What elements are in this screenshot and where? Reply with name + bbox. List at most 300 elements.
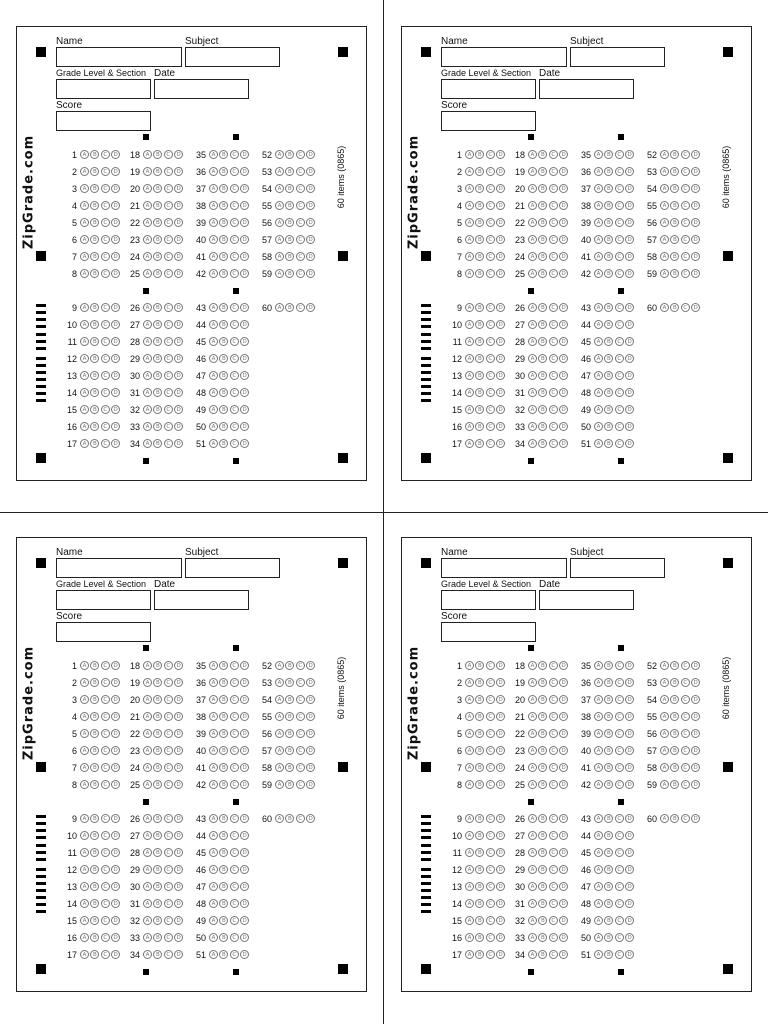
answer-bubble[interactable]: A <box>594 439 603 448</box>
answer-bubble[interactable]: B <box>538 916 547 925</box>
answer-bubble[interactable]: D <box>174 303 183 312</box>
answer-bubble[interactable]: B <box>90 269 99 278</box>
answer-bubble[interactable]: C <box>230 405 239 414</box>
answer-bubble[interactable]: D <box>559 167 568 176</box>
answer-bubble[interactable]: B <box>604 439 613 448</box>
answer-bubble[interactable]: B <box>538 695 547 704</box>
answer-bubble[interactable]: B <box>153 201 162 210</box>
answer-bubble[interactable]: D <box>625 882 634 891</box>
answer-bubble[interactable]: A <box>143 439 152 448</box>
answer-bubble[interactable]: B <box>153 814 162 823</box>
answer-bubble[interactable]: C <box>615 933 624 942</box>
answer-bubble[interactable]: C <box>230 269 239 278</box>
answer-bubble[interactable]: B <box>285 235 294 244</box>
answer-bubble[interactable]: D <box>691 661 700 670</box>
answer-bubble[interactable]: A <box>209 388 218 397</box>
answer-bubble[interactable]: A <box>80 235 89 244</box>
answer-bubble[interactable]: A <box>80 439 89 448</box>
answer-bubble[interactable]: D <box>625 780 634 789</box>
answer-bubble[interactable]: A <box>209 218 218 227</box>
answer-bubble[interactable]: C <box>101 780 110 789</box>
answer-bubble[interactable]: B <box>90 950 99 959</box>
answer-bubble[interactable]: A <box>528 388 537 397</box>
answer-bubble[interactable]: B <box>538 150 547 159</box>
answer-bubble[interactable]: D <box>496 916 505 925</box>
answer-bubble[interactable]: B <box>285 218 294 227</box>
answer-bubble[interactable]: D <box>240 729 249 738</box>
answer-bubble[interactable]: A <box>209 422 218 431</box>
answer-bubble[interactable]: D <box>691 184 700 193</box>
answer-bubble[interactable]: A <box>660 150 669 159</box>
answer-bubble[interactable]: B <box>604 303 613 312</box>
answer-bubble[interactable]: C <box>101 678 110 687</box>
answer-bubble[interactable]: C <box>486 354 495 363</box>
answer-bubble[interactable]: B <box>285 303 294 312</box>
answer-bubble[interactable]: B <box>219 371 228 380</box>
name-field[interactable] <box>56 558 182 578</box>
answer-bubble[interactable]: D <box>174 422 183 431</box>
answer-bubble[interactable]: A <box>275 184 284 193</box>
answer-bubble[interactable]: D <box>111 422 120 431</box>
answer-bubble[interactable]: B <box>475 252 484 261</box>
answer-bubble[interactable]: A <box>528 729 537 738</box>
answer-bubble[interactable]: A <box>465 337 474 346</box>
answer-bubble[interactable]: C <box>615 916 624 925</box>
answer-bubble[interactable]: A <box>660 201 669 210</box>
answer-bubble[interactable]: D <box>306 150 315 159</box>
answer-bubble[interactable]: D <box>496 439 505 448</box>
answer-bubble[interactable]: A <box>143 695 152 704</box>
answer-bubble[interactable]: D <box>240 746 249 755</box>
answer-bubble[interactable]: C <box>615 746 624 755</box>
answer-bubble[interactable]: B <box>670 201 679 210</box>
answer-bubble[interactable]: A <box>660 661 669 670</box>
answer-bubble[interactable]: D <box>240 439 249 448</box>
answer-bubble[interactable]: A <box>528 695 537 704</box>
answer-bubble[interactable]: A <box>143 269 152 278</box>
answer-bubble[interactable]: A <box>209 916 218 925</box>
answer-bubble[interactable]: D <box>240 678 249 687</box>
answer-bubble[interactable]: A <box>275 201 284 210</box>
answer-bubble[interactable]: D <box>306 729 315 738</box>
answer-bubble[interactable]: B <box>604 831 613 840</box>
score-field[interactable] <box>441 111 536 131</box>
answer-bubble[interactable]: D <box>559 933 568 942</box>
answer-bubble[interactable]: A <box>465 678 474 687</box>
answer-bubble[interactable]: C <box>164 388 173 397</box>
answer-bubble[interactable]: A <box>143 150 152 159</box>
answer-bubble[interactable]: D <box>559 661 568 670</box>
answer-bubble[interactable]: C <box>101 388 110 397</box>
answer-bubble[interactable]: C <box>230 865 239 874</box>
answer-bubble[interactable]: C <box>681 167 690 176</box>
answer-bubble[interactable]: A <box>594 388 603 397</box>
answer-bubble[interactable]: D <box>111 354 120 363</box>
answer-bubble[interactable]: C <box>615 150 624 159</box>
answer-bubble[interactable]: B <box>604 661 613 670</box>
answer-bubble[interactable]: A <box>660 184 669 193</box>
answer-bubble[interactable]: D <box>625 763 634 772</box>
answer-bubble[interactable]: D <box>559 695 568 704</box>
answer-bubble[interactable]: A <box>80 422 89 431</box>
answer-bubble[interactable]: B <box>285 695 294 704</box>
answer-bubble[interactable]: A <box>528 746 537 755</box>
answer-bubble[interactable]: A <box>465 184 474 193</box>
answer-bubble[interactable]: A <box>143 678 152 687</box>
answer-bubble[interactable]: A <box>143 780 152 789</box>
answer-bubble[interactable]: C <box>549 678 558 687</box>
answer-bubble[interactable]: B <box>670 814 679 823</box>
answer-bubble[interactable]: A <box>143 831 152 840</box>
answer-bubble[interactable]: A <box>80 167 89 176</box>
answer-bubble[interactable]: B <box>219 252 228 261</box>
answer-bubble[interactable]: C <box>164 882 173 891</box>
answer-bubble[interactable]: C <box>164 269 173 278</box>
answer-bubble[interactable]: D <box>496 303 505 312</box>
answer-bubble[interactable]: A <box>465 814 474 823</box>
answer-bubble[interactable]: D <box>174 746 183 755</box>
answer-bubble[interactable]: C <box>615 661 624 670</box>
answer-bubble[interactable]: B <box>90 763 99 772</box>
answer-bubble[interactable]: A <box>594 865 603 874</box>
answer-bubble[interactable]: B <box>219 167 228 176</box>
answer-bubble[interactable]: A <box>143 303 152 312</box>
answer-bubble[interactable]: C <box>615 899 624 908</box>
answer-bubble[interactable]: D <box>240 780 249 789</box>
answer-bubble[interactable]: C <box>101 763 110 772</box>
answer-bubble[interactable]: B <box>90 712 99 721</box>
answer-bubble[interactable]: B <box>153 848 162 857</box>
answer-bubble[interactable]: D <box>111 746 120 755</box>
answer-bubble[interactable]: A <box>465 865 474 874</box>
answer-bubble[interactable]: A <box>143 371 152 380</box>
answer-bubble[interactable]: D <box>111 848 120 857</box>
answer-bubble[interactable]: C <box>230 882 239 891</box>
answer-bubble[interactable]: A <box>594 729 603 738</box>
answer-bubble[interactable]: D <box>306 814 315 823</box>
answer-bubble[interactable]: C <box>615 848 624 857</box>
answer-bubble[interactable]: A <box>209 439 218 448</box>
answer-bubble[interactable]: B <box>90 882 99 891</box>
answer-bubble[interactable]: A <box>594 184 603 193</box>
answer-bubble[interactable]: B <box>219 337 228 346</box>
answer-bubble[interactable]: C <box>681 712 690 721</box>
answer-bubble[interactable]: D <box>111 235 120 244</box>
answer-bubble[interactable]: D <box>111 150 120 159</box>
answer-bubble[interactable]: B <box>153 763 162 772</box>
answer-bubble[interactable]: A <box>528 814 537 823</box>
date-field[interactable] <box>539 590 634 610</box>
answer-bubble[interactable]: A <box>594 422 603 431</box>
answer-bubble[interactable]: B <box>475 218 484 227</box>
answer-bubble[interactable]: C <box>549 388 558 397</box>
answer-bubble[interactable]: B <box>604 150 613 159</box>
grade-level-section-field[interactable] <box>441 79 536 99</box>
answer-bubble[interactable]: C <box>230 831 239 840</box>
answer-bubble[interactable]: D <box>111 678 120 687</box>
answer-bubble[interactable]: A <box>465 150 474 159</box>
answer-bubble[interactable]: B <box>538 371 547 380</box>
answer-bubble[interactable]: D <box>174 439 183 448</box>
answer-bubble[interactable]: C <box>101 337 110 346</box>
answer-bubble[interactable]: A <box>594 848 603 857</box>
answer-bubble[interactable]: D <box>625 184 634 193</box>
answer-bubble[interactable]: A <box>594 763 603 772</box>
answer-bubble[interactable]: A <box>465 371 474 380</box>
answer-bubble[interactable]: C <box>101 729 110 738</box>
answer-bubble[interactable]: B <box>219 439 228 448</box>
answer-bubble[interactable]: B <box>90 184 99 193</box>
answer-bubble[interactable]: A <box>594 780 603 789</box>
answer-bubble[interactable]: B <box>219 201 228 210</box>
answer-bubble[interactable]: C <box>549 933 558 942</box>
answer-bubble[interactable]: A <box>465 916 474 925</box>
answer-bubble[interactable]: C <box>486 218 495 227</box>
answer-bubble[interactable]: C <box>296 746 305 755</box>
answer-bubble[interactable]: B <box>538 405 547 414</box>
answer-bubble[interactable]: C <box>615 167 624 176</box>
answer-bubble[interactable]: D <box>111 320 120 329</box>
answer-bubble[interactable]: A <box>465 405 474 414</box>
answer-bubble[interactable]: C <box>164 235 173 244</box>
answer-bubble[interactable]: B <box>219 899 228 908</box>
answer-bubble[interactable]: D <box>625 337 634 346</box>
answer-bubble[interactable]: D <box>240 763 249 772</box>
answer-bubble[interactable]: B <box>219 320 228 329</box>
answer-bubble[interactable]: D <box>559 950 568 959</box>
answer-bubble[interactable]: A <box>209 167 218 176</box>
answer-bubble[interactable]: B <box>219 354 228 363</box>
answer-bubble[interactable]: C <box>615 405 624 414</box>
answer-bubble[interactable]: A <box>528 354 537 363</box>
answer-bubble[interactable]: D <box>625 439 634 448</box>
answer-bubble[interactable]: B <box>219 831 228 840</box>
answer-bubble[interactable]: C <box>486 950 495 959</box>
answer-bubble[interactable]: D <box>174 865 183 874</box>
answer-bubble[interactable]: C <box>549 252 558 261</box>
answer-bubble[interactable]: D <box>111 865 120 874</box>
answer-bubble[interactable]: A <box>209 405 218 414</box>
answer-bubble[interactable]: B <box>604 269 613 278</box>
answer-bubble[interactable]: A <box>275 729 284 738</box>
answer-bubble[interactable]: B <box>475 780 484 789</box>
answer-bubble[interactable]: B <box>604 235 613 244</box>
answer-bubble[interactable]: A <box>660 746 669 755</box>
answer-bubble[interactable]: D <box>174 950 183 959</box>
answer-bubble[interactable]: B <box>670 184 679 193</box>
answer-bubble[interactable]: A <box>528 848 537 857</box>
answer-bubble[interactable]: C <box>296 235 305 244</box>
answer-bubble[interactable]: C <box>101 712 110 721</box>
answer-bubble[interactable]: B <box>670 695 679 704</box>
answer-bubble[interactable]: C <box>486 371 495 380</box>
answer-bubble[interactable]: A <box>209 899 218 908</box>
answer-bubble[interactable]: C <box>230 661 239 670</box>
answer-bubble[interactable]: A <box>594 405 603 414</box>
answer-bubble[interactable]: B <box>538 865 547 874</box>
answer-bubble[interactable]: D <box>240 184 249 193</box>
answer-bubble[interactable]: D <box>691 167 700 176</box>
answer-bubble[interactable]: C <box>296 252 305 261</box>
answer-bubble[interactable]: D <box>174 814 183 823</box>
answer-bubble[interactable]: A <box>143 950 152 959</box>
answer-bubble[interactable]: B <box>153 303 162 312</box>
answer-bubble[interactable]: A <box>660 763 669 772</box>
answer-bubble[interactable]: B <box>153 218 162 227</box>
answer-bubble[interactable]: A <box>143 354 152 363</box>
answer-bubble[interactable]: C <box>486 865 495 874</box>
answer-bubble[interactable]: D <box>496 405 505 414</box>
answer-bubble[interactable]: D <box>691 218 700 227</box>
answer-bubble[interactable]: A <box>465 439 474 448</box>
answer-bubble[interactable]: C <box>230 320 239 329</box>
answer-bubble[interactable]: D <box>306 167 315 176</box>
answer-bubble[interactable]: D <box>240 388 249 397</box>
answer-bubble[interactable]: A <box>594 661 603 670</box>
answer-bubble[interactable]: B <box>604 218 613 227</box>
answer-bubble[interactable]: B <box>90 150 99 159</box>
answer-bubble[interactable]: D <box>174 218 183 227</box>
answer-bubble[interactable]: A <box>594 320 603 329</box>
grade-level-section-field[interactable] <box>441 590 536 610</box>
answer-bubble[interactable]: D <box>559 320 568 329</box>
answer-bubble[interactable]: C <box>549 303 558 312</box>
answer-bubble[interactable]: A <box>275 269 284 278</box>
answer-bubble[interactable]: B <box>219 865 228 874</box>
answer-bubble[interactable]: A <box>594 167 603 176</box>
answer-bubble[interactable]: A <box>80 950 89 959</box>
answer-bubble[interactable]: D <box>691 201 700 210</box>
answer-bubble[interactable]: B <box>475 831 484 840</box>
answer-bubble[interactable]: B <box>90 695 99 704</box>
answer-bubble[interactable]: B <box>219 388 228 397</box>
answer-bubble[interactable]: D <box>559 729 568 738</box>
answer-bubble[interactable]: B <box>475 184 484 193</box>
answer-bubble[interactable]: D <box>111 933 120 942</box>
answer-bubble[interactable]: B <box>604 405 613 414</box>
answer-bubble[interactable]: B <box>475 746 484 755</box>
answer-bubble[interactable]: D <box>496 184 505 193</box>
answer-bubble[interactable]: A <box>660 780 669 789</box>
answer-bubble[interactable]: C <box>230 184 239 193</box>
answer-bubble[interactable]: B <box>153 780 162 789</box>
answer-bubble[interactable]: C <box>486 201 495 210</box>
answer-bubble[interactable]: A <box>465 661 474 670</box>
answer-bubble[interactable]: D <box>111 337 120 346</box>
answer-bubble[interactable]: D <box>240 201 249 210</box>
answer-bubble[interactable]: B <box>475 678 484 687</box>
answer-bubble[interactable]: B <box>475 201 484 210</box>
answer-bubble[interactable]: D <box>559 831 568 840</box>
answer-bubble[interactable]: C <box>486 252 495 261</box>
answer-bubble[interactable]: C <box>681 201 690 210</box>
answer-bubble[interactable]: A <box>143 814 152 823</box>
answer-bubble[interactable]: C <box>230 933 239 942</box>
answer-bubble[interactable]: C <box>615 235 624 244</box>
answer-bubble[interactable]: B <box>219 661 228 670</box>
answer-bubble[interactable]: C <box>615 184 624 193</box>
grade-level-section-field[interactable] <box>56 79 151 99</box>
answer-bubble[interactable]: D <box>174 678 183 687</box>
answer-bubble[interactable]: A <box>275 661 284 670</box>
answer-bubble[interactable]: C <box>615 763 624 772</box>
answer-bubble[interactable]: A <box>594 218 603 227</box>
answer-bubble[interactable]: D <box>496 865 505 874</box>
answer-bubble[interactable]: B <box>670 252 679 261</box>
answer-bubble[interactable]: B <box>670 269 679 278</box>
answer-bubble[interactable]: D <box>559 405 568 414</box>
answer-bubble[interactable]: D <box>306 661 315 670</box>
answer-bubble[interactable]: C <box>681 218 690 227</box>
answer-bubble[interactable]: D <box>174 320 183 329</box>
answer-bubble[interactable]: B <box>153 661 162 670</box>
answer-bubble[interactable]: D <box>174 405 183 414</box>
answer-bubble[interactable]: B <box>538 252 547 261</box>
answer-bubble[interactable]: C <box>549 950 558 959</box>
answer-bubble[interactable]: D <box>559 184 568 193</box>
answer-bubble[interactable]: C <box>164 150 173 159</box>
answer-bubble[interactable]: C <box>615 712 624 721</box>
answer-bubble[interactable]: C <box>615 388 624 397</box>
answer-bubble[interactable]: B <box>219 763 228 772</box>
answer-bubble[interactable]: C <box>230 916 239 925</box>
answer-bubble[interactable]: C <box>230 848 239 857</box>
answer-bubble[interactable]: D <box>240 337 249 346</box>
answer-bubble[interactable]: A <box>209 865 218 874</box>
answer-bubble[interactable]: D <box>240 235 249 244</box>
answer-bubble[interactable]: D <box>496 678 505 687</box>
answer-bubble[interactable]: B <box>153 405 162 414</box>
answer-bubble[interactable]: C <box>486 814 495 823</box>
answer-bubble[interactable]: D <box>559 882 568 891</box>
answer-bubble[interactable]: C <box>549 729 558 738</box>
answer-bubble[interactable]: C <box>230 763 239 772</box>
answer-bubble[interactable]: B <box>604 337 613 346</box>
answer-bubble[interactable]: A <box>660 814 669 823</box>
answer-bubble[interactable]: B <box>285 712 294 721</box>
name-field[interactable] <box>56 47 182 67</box>
answer-bubble[interactable]: B <box>670 780 679 789</box>
answer-bubble[interactable]: B <box>475 235 484 244</box>
answer-bubble[interactable]: A <box>275 746 284 755</box>
answer-bubble[interactable]: C <box>101 848 110 857</box>
answer-bubble[interactable]: D <box>111 882 120 891</box>
answer-bubble[interactable]: D <box>625 422 634 431</box>
answer-bubble[interactable]: B <box>670 303 679 312</box>
answer-bubble[interactable]: D <box>111 950 120 959</box>
answer-bubble[interactable]: B <box>538 746 547 755</box>
answer-bubble[interactable]: A <box>465 320 474 329</box>
answer-bubble[interactable]: C <box>296 167 305 176</box>
answer-bubble[interactable]: B <box>219 422 228 431</box>
answer-bubble[interactable]: A <box>528 933 537 942</box>
answer-bubble[interactable]: A <box>465 422 474 431</box>
answer-bubble[interactable]: A <box>594 678 603 687</box>
answer-bubble[interactable]: D <box>496 201 505 210</box>
answer-bubble[interactable]: D <box>496 167 505 176</box>
answer-bubble[interactable]: A <box>209 150 218 159</box>
answer-bubble[interactable]: A <box>80 269 89 278</box>
date-field[interactable] <box>539 79 634 99</box>
answer-bubble[interactable]: A <box>275 218 284 227</box>
answer-bubble[interactable]: D <box>625 218 634 227</box>
answer-bubble[interactable]: C <box>681 184 690 193</box>
answer-bubble[interactable]: C <box>486 678 495 687</box>
answer-bubble[interactable]: A <box>660 269 669 278</box>
answer-bubble[interactable]: B <box>153 150 162 159</box>
answer-bubble[interactable]: D <box>625 916 634 925</box>
answer-bubble[interactable]: C <box>549 235 558 244</box>
